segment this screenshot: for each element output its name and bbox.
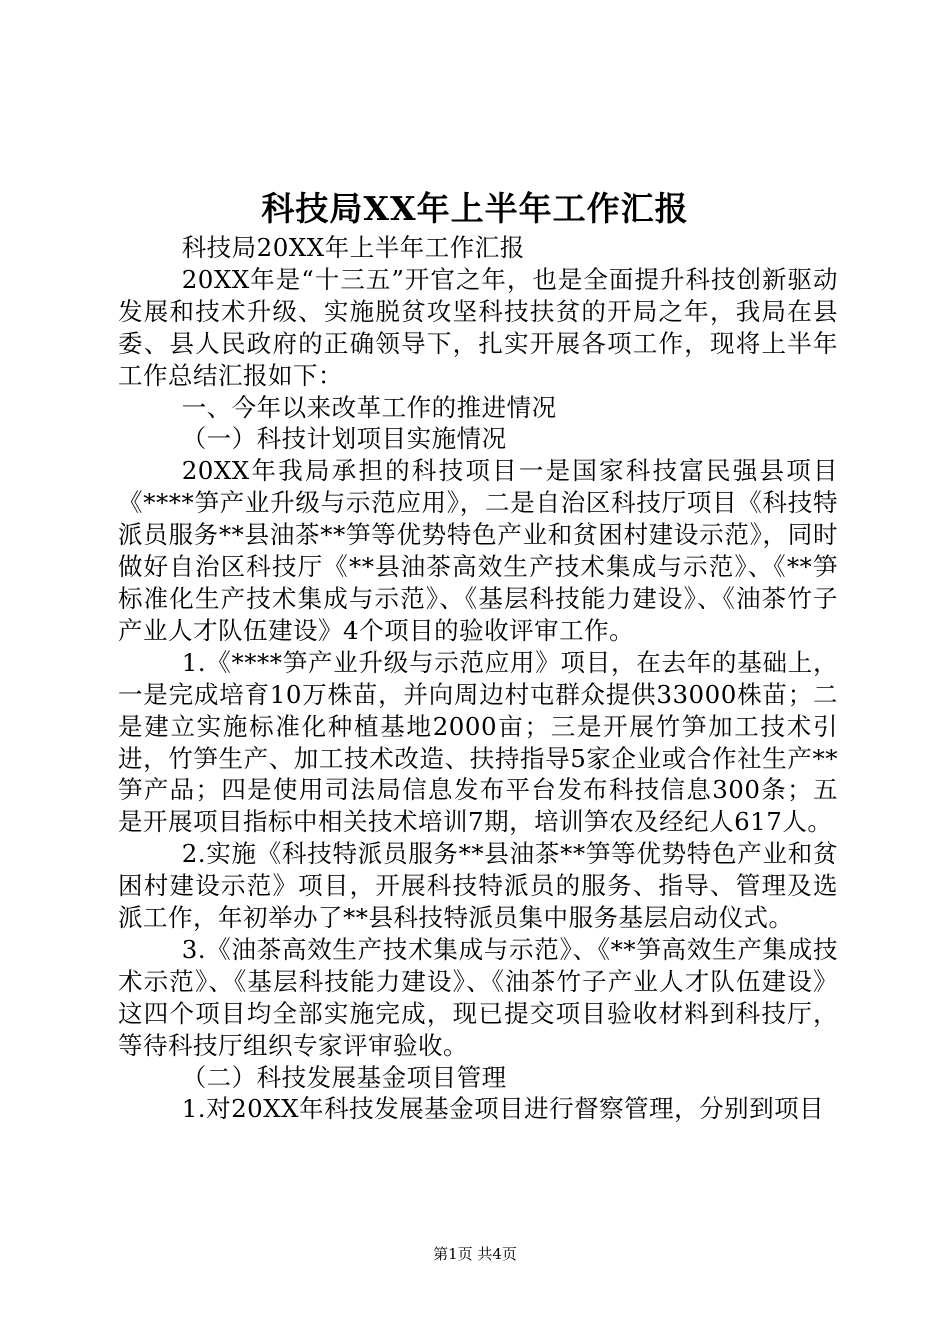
document-title: 科技局XX年上半年工作汇报 <box>261 189 689 228</box>
page-number-footer: 第1页 共4页 <box>433 1245 517 1263</box>
subsection-heading-2: （二）科技发展基金项目管理 <box>181 1062 507 1092</box>
paragraph-item-3: 3.《油茶高效生产技术集成与示范》、《**笋高效生产集成技术示范》、《基层科技能力建设》、《油茶竹子产业人才队伍建设》这四个项目均全部实施完成，现已提交项目验收材料到科技厅，等待科技厅组织专家评审验收。 <box>118 934 838 1060</box>
section-heading-1: 一、今年以来改革工作的推进情况 <box>181 392 557 422</box>
paragraph-intro: 20XX年是“十三五”开官之年，也是全面提升科技创新驱动发展和技术升级、实施脱贫攻坚科技扶贫的开局之年，我局在县委、县人民政府的正确领导下，扎实开展各项工作，现将上半年工作总结汇报如下： <box>118 264 838 390</box>
paragraph-subtitle: 科技局20XX年上半年工作汇报 <box>181 233 525 262</box>
document-body <box>118 232 838 1125</box>
paragraph-projects: 20XX年我局承担的科技项目一是国家科技富民强县项目《****笋产业升级与示范应用》，二是自治区科技厅项目《科技特派员服务**县油茶**笋等优势特色产业和贫困村建设示范》，同时做好自治区科技厅《**县油茶高效生产技术集成与示范》、《**笋标准化生产技术集成与示范》、《基层科技能力建设》、《油茶竹子产业人才队伍建设》4个项目的验收评审工作。 <box>118 456 838 645</box>
paragraph-fund-1: 1.对20XX年科技发展基金项目进行督察管理，分别到项目 <box>181 1094 825 1124</box>
paragraph-item-2: 2.实施《科技特派员服务**县油茶**笋等优势特色产业和贫困村建设示范》项目，开展科技特派员的服务、指导、管理及选派工作，年初举办了**县科技特派员集中服务基层启动仪式。 <box>118 839 838 933</box>
subsection-heading-1: （一）科技计划项目实施情况 <box>181 424 507 454</box>
paragraph-item-1: 1.《****笋产业升级与示范应用》项目，在去年的基础上，一是完成培育10万株苗，并向周边村屯群众提供33000株苗；二是建立实施标准化种植基地2000亩；三是开展竹笋加工技术引进，竹笋生产、加工技术改造、扶持指导5家企业或合作社生产**笋产品；四是使用司法局信息发布平台发布科技信息300条；五是开展项目指标中相关技术培训7期，培训笋农及经纪人617人。 <box>118 647 838 837</box>
